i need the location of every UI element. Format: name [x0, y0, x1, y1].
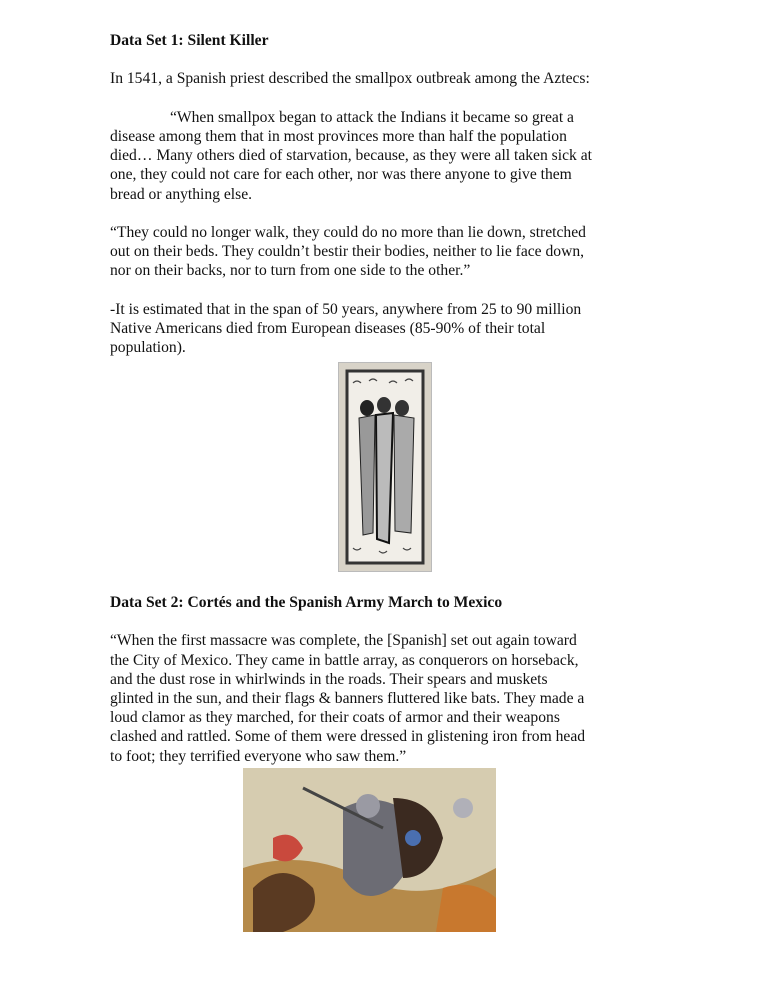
intro-text: In 1541, a Spanish priest described the smallpox outbreak among the Aztecs:: [110, 70, 590, 88]
quote-line: to foot; they terrified everyone who saw them.”: [110, 747, 407, 765]
quote-line: bread or anything else.: [110, 185, 253, 203]
quote-line: “When the first massacre was complete, the [Spanish] set out again toward: [110, 632, 577, 650]
note-line: -It is estimated that in the span of 50 years, anywhere from 25 to 90 million: [110, 300, 582, 318]
quote-line: the City of Mexico. They came in battle array, as conquerors on horseback,: [110, 651, 579, 669]
quote-line: died… Many others died of starvation, because, as they were all taken sick at: [110, 147, 592, 165]
quote-line: “When smallpox began to attack the Indians it became so great a: [170, 108, 574, 126]
aztec-smallpox-illustration: [338, 362, 432, 572]
heading-data-set-1: Data Set 1: Silent Killer: [110, 32, 269, 49]
note-line: population).: [110, 339, 186, 356]
quote-line: disease among them that in most provinces more than half the population: [110, 127, 567, 145]
data-set-1: [110, 31, 690, 357]
quote-line: out on their beds. They couldn’t bestir their bodies, neither to lie face down,: [110, 243, 585, 261]
heading-data-set-2: Data Set 2: Cortés and the Spanish Army March to Mexico: [110, 594, 503, 611]
quote-line: one, they could not care for each other, nor was there anyone to give them: [110, 166, 572, 184]
cortes-army-painting: [243, 768, 496, 932]
quote-line: “They could no longer walk, they could do no more than lie down, stretched: [110, 223, 586, 241]
quote-line: loud clamor as they marched, for their coats of armor and their weapons: [110, 709, 560, 727]
quote-line: nor on their backs, nor to turn from one side to the other.”: [110, 262, 471, 280]
quote-line: and the dust rose in whirlwinds in the roads. Their spears and muskets: [110, 670, 548, 688]
note-line: Native Americans died from European diseases (85-90% of their total: [110, 319, 546, 337]
quote-line: glinted in the sun, and their flags & banners fluttered like bats. They made a: [110, 689, 585, 707]
quote-line: clashed and rattled. Some of them were dressed in glistening iron from head: [110, 728, 586, 746]
data-set-2: [110, 593, 690, 766]
